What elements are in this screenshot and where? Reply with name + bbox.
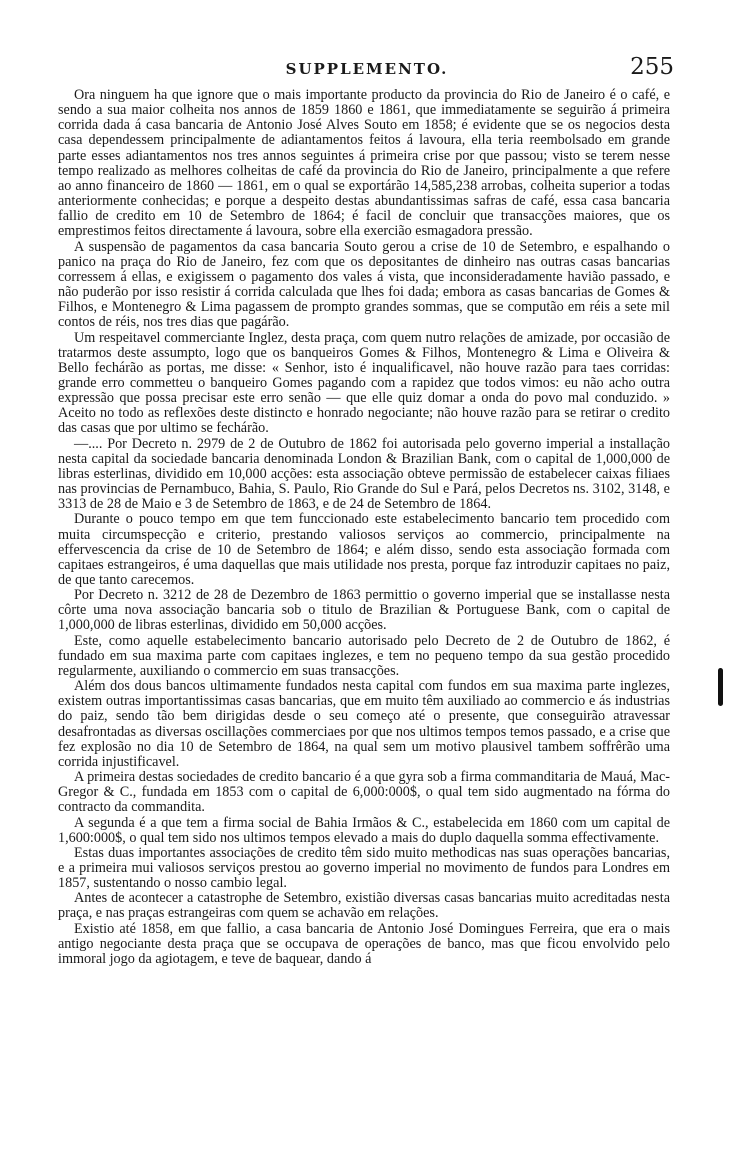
paragraph: Além dos dous bancos ultimamente fundados nesta capital com fundos em sua maxima parte inglezes, existem outras importantissimas casas bancarias, que em muito têm auxiliado ao commercio e ás industrias do paiz, sendo tão bem dirigidas desde o seu começo até o presente, que conseguirão atravessar desafrontadas as diversas oscillações commerciaes por que nos ultimos tempos temos passado, e a crise que fez explosão no dia 10 de Setembro de 1864, na qual sem um motivo plausivel tambem soffrêrão uma corrida injustificavel. <box>58 678 670 770</box>
margin-ink-mark <box>718 668 723 706</box>
paragraph: Antes de acontecer a catastrophe de Setembro, existião diversas casas bancarias muito acreditadas nesta praça, e nas praças estrangeiras com quem se achavão em relações. <box>58 890 670 922</box>
paragraph: Por Decreto n. 3212 de 28 de Dezembro de 1863 permittio o governo imperial que se installasse nesta côrte uma nova associação bancaria sob o titulo de Brazilian & Portuguese Bank, com o capital de 1,000,000 de libras esterlinas, dividido em 50,000 acções. <box>58 587 670 634</box>
paragraph: A suspensão de pagamentos da casa bancaria Souto gerou a crise de 10 de Setembro, e espalhando o panico na praça do Rio de Janeiro, fez com que os depositantes de dinheiro nas outras casas bancarias corressem á ellas, e exigissem o pagamento dos vales á vista, que inconsideradamente havião passado, e não puderão por isso resistir á corrida calculada que lhes foi dada; embora as casas bancarias de Gomes & Filhos, e Montenegro & Lima pagassem de prompto grandes sommas, que se computão em réis a sete mil contos de réis, nos tres dias que pagárão. <box>58 238 670 331</box>
paragraph: Um respeitavel commerciante Inglez, desta praça, com quem nutro relações de amizade, por occasião de tratarmos deste assumpto, logo que os banqueiros Gomes & Filhos, Montenegro & Lima e Oliveira & Bello fechárão as portas, me disse: « Senhor, isto é inqualificavel, não houve razão para taes corridas: grande erro commetteu o banqueiro Gomes pagando com a rapidez que todos vimos: eu não acho outra expressão que possa precisar este erro senão — que elle quiz domar a onda do povo mal conduzido. » Aceito no todo as reflexões deste distincto e honrado negociante; não houve razão para se retirar o credito das casas que por ultimo se fechárão. <box>58 329 670 437</box>
page-number: 255 <box>630 54 674 80</box>
page-title: SUPPLEMENTO. <box>285 60 449 78</box>
paragraph: Existio até 1858, em que fallio, a casa bancaria de Antonio José Domingues Ferreira, que era o mais antigo negociante desta praça que se occupava de operações de banco, mas que ficou envolvido pelo immoral jogo da agiotagem, e teve de baquear, dando á <box>58 920 670 967</box>
paragraph: Este, como aquelle estabelecimento bancario autorisado pelo Decreto de 2 de Outubro de 1862, é fundado em sua maxima parte com capitaes inglezes, e tem no pequeno tempo da sua gestão procedido regularmente, auxiliando o commercio em suas transacções. <box>58 632 670 679</box>
paragraph: Durante o pouco tempo em que tem funccionado este estabelecimento bancario tem procedido com muita circumspecção e criterio, prestando valiosos serviços ao commercio, principalmente na effervescencia da crise de 10 de Setembro de 1864; e além disso, sendo esta associação formada com capitaes estrangeiros, é uma daquellas que mais utilidade nos presta, porque faz introduzir capitaes no paiz, de que tanto carecemos. <box>58 511 670 588</box>
paragraph: —.... Por Decreto n. 2979 de 2 de Outubro de 1862 foi autorisada pelo governo imperial a installação nesta capital da sociedade bancaria denominada London & Brazilian Bank, com o capital de 1,000,000 de libras esterlinas, dividido em 10,000 acções: esta associação obteve permissão de estabelecer caixas filiaes nas provincias de Pernambuco, Bahia, S. Paulo, Rio Grande do Sul e Pará, pelos Decretos ns. 3102, 3148, e 3313 de 28 de Maio e 3 de Setembro de 1863, e de 24 de Setembro de 1864. <box>58 435 670 513</box>
paragraph: Ora ninguem ha que ignore que o mais importante producto da provincia do Rio de Janeiro é o café, e sendo a sua maior colheita nos annos de 1859 1860 e 1861, que immediatamente se seguirão á primeira corrida dada á casa bancaria de Antonio José Alves Souto em 1858; é evidente que se os negocios desta casa dependessem principalmente de adiantamentos feitos á lavoura, ella teria reembolsado em grande parte esses adiantamentos nos tres annos seguintes á primeira crise por que passou; visto se terem nesse tempo realizado as melhores colheitas de café da provincia do Rio de Janeiro, principalmente a que refere ao anno financeiro de 1860 — 1861, em o qual se exportárão 14,585,238 arrobas, colheita superior a todas anteriormente conhecidas; e porque a despeito destas abundantissimas safras de café, essa casa bancaria fallio de credito em 10 de Setembro de 1864; é facil de concluir que transacções maiores, que os emprestimos feitos directamente á lavoura, sobre ella exercião esmagadora pressão. <box>58 87 670 240</box>
paragraph: A segunda é a que tem a firma social de Bahia Irmãos & C., estabelecida em 1860 com um capital de 1,600:000$, o qual tem sido nos ultimos tempos elevado a mais do duplo daquella somma effectivamente. <box>58 814 670 846</box>
paragraph: A primeira destas sociedades de credito bancario é a que gyra sob a firma commanditaria de Mauá, Mac-Gregor & C., fundada em 1853 com o capital de 6,000:000$, o qual tem sido augmentado na fórma do contracto da commandita. <box>58 769 670 816</box>
paragraph: Estas duas importantes associações de credito têm sido muito methodicas nas suas operações bancarias, e a primeira mui valiosos serviços prestou ao governo imperial no movimento de fundos para Londres em 1857, sustentando o nosso cambio legal. <box>58 844 670 892</box>
running-head <box>60 54 674 82</box>
body-text <box>58 88 670 967</box>
